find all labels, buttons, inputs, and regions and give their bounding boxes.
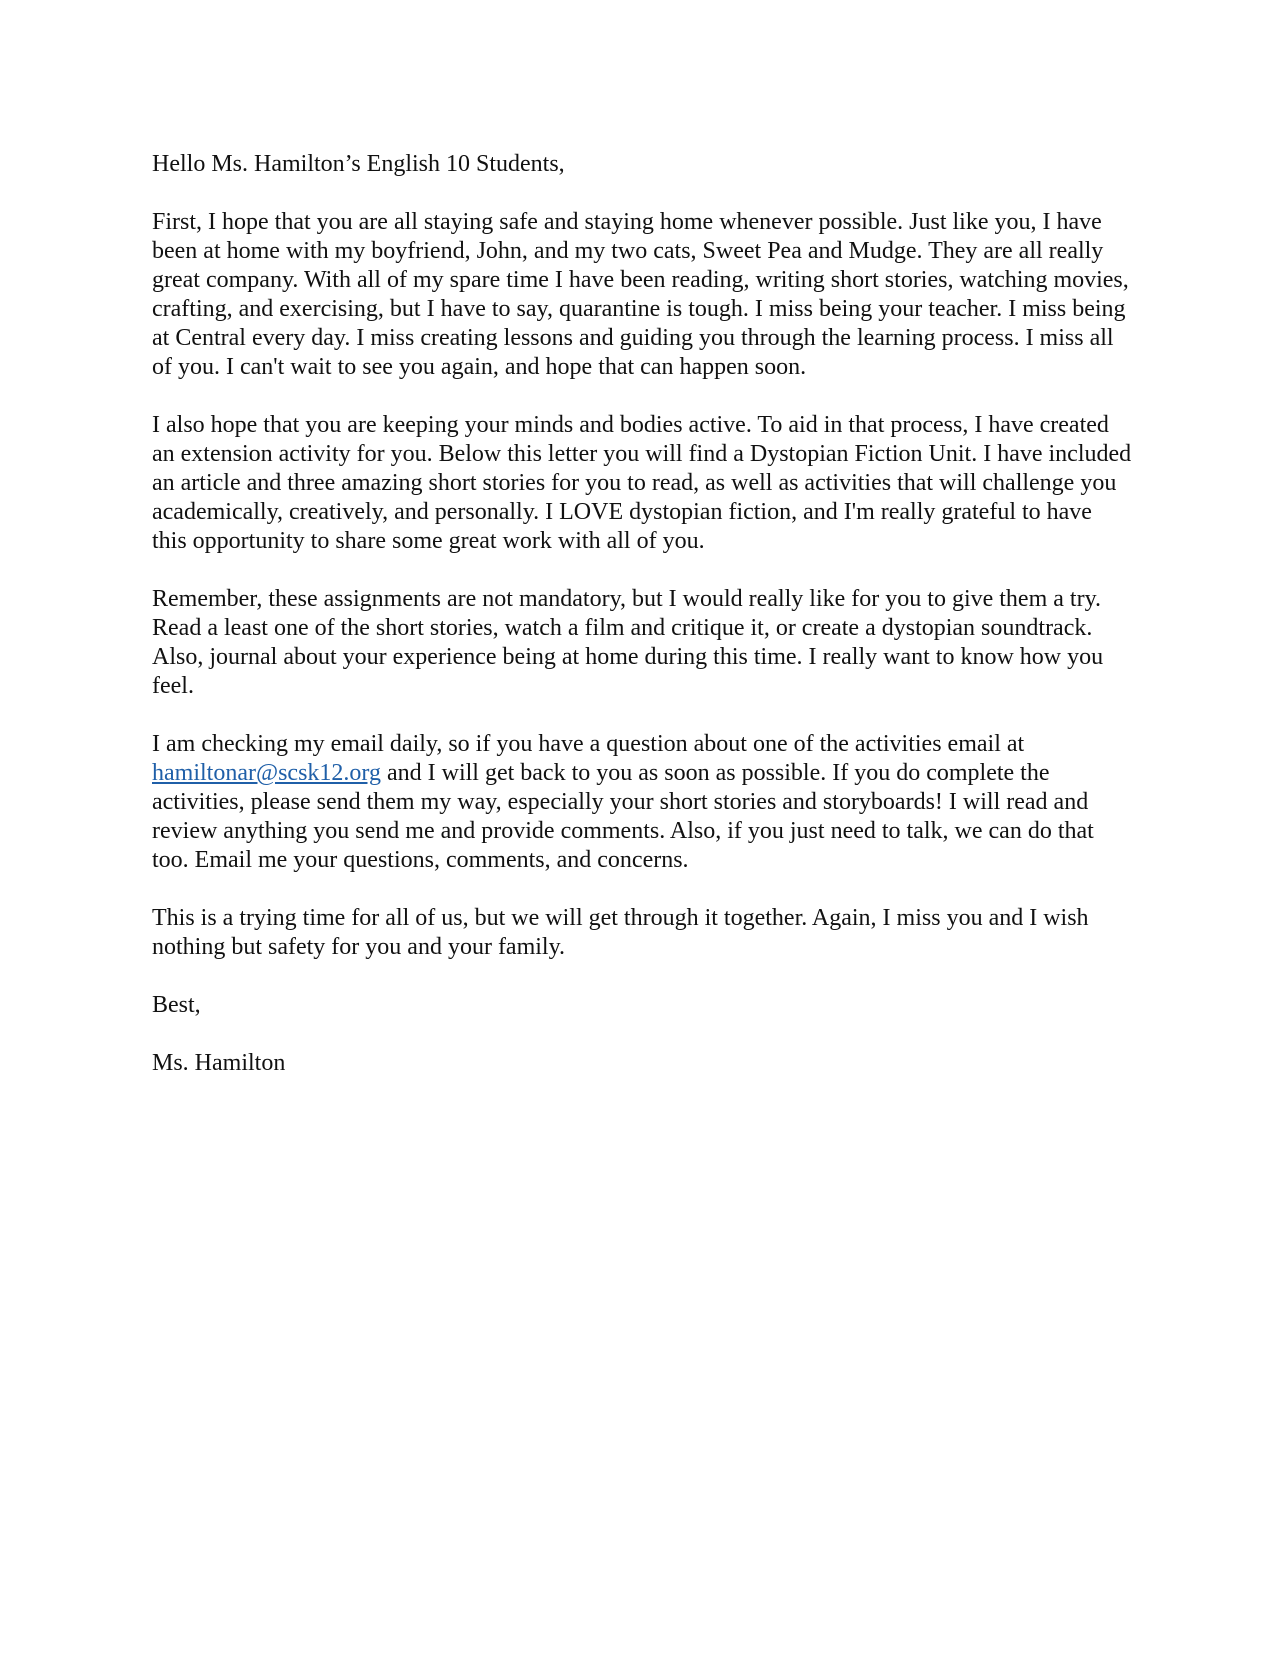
paragraph-4 <box>152 730 1132 875</box>
paragraph-3: Remember, these assignments are not mandatory, but I would really like for you to give them a try. Read a least one of the short stories, watch a film and critique it, or create a dystopian soundtrack. Also, journal about your experience being at home during this time. I really want to know how you feel. <box>152 586 1104 699</box>
letter-body <box>152 150 1132 1107</box>
paragraph-1: First, I hope that you are all staying safe and staying home whenever possible. Just like you, I have been at home with my boyfriend, John, and my two cats, Sweet Pea and Mudge. They are all really great company. With all of my spare time I have been reading, writing short stories, watching movies, crafting, and exercising, but I have to say, quarantine is tough. I miss being your teacher. I miss being at Central every day. I miss creating lessons and guiding you through the learning process. I miss all of you. I can't wait to see you again, and hope that can happen soon. <box>152 209 1129 380</box>
email-link[interactable]: hamiltonar@scsk12.org <box>152 760 381 786</box>
greeting: Hello Ms. Hamilton’s English 10 Students, <box>152 151 565 177</box>
signature: Ms. Hamilton <box>152 1050 286 1076</box>
paragraph-4-rest: and I will get back to you as soon as possible. If you do complete the activities, please send them my way, especially your short stories and storyboards! I will read and review anything you send me and provide comments. Also, if you just need to talk, we can do that too. Email me your questions, comments, and concerns. <box>152 760 1094 873</box>
paragraph-2: I also hope that you are keeping your minds and bodies active. To aid in that process, I have created an extension activity for you. Below this letter you will find a Dystopian Fiction Unit. I have included an article and three amazing short stories for you to read, as well as activities that will challenge you academically, creatively, and personally. I LOVE dystopian fiction, and I'm really grateful to have this opportunity to share some great work with all of you. <box>152 412 1132 554</box>
paragraph-4-intro: I am checking my email daily, so if you have a question about one of the activities email at <box>152 731 1025 757</box>
paragraph-5: This is a trying time for all of us, but we will get through it together. Again, I miss you and I wish nothing but safety for you and your family. <box>152 905 1089 960</box>
closing: Best, <box>152 992 201 1018</box>
